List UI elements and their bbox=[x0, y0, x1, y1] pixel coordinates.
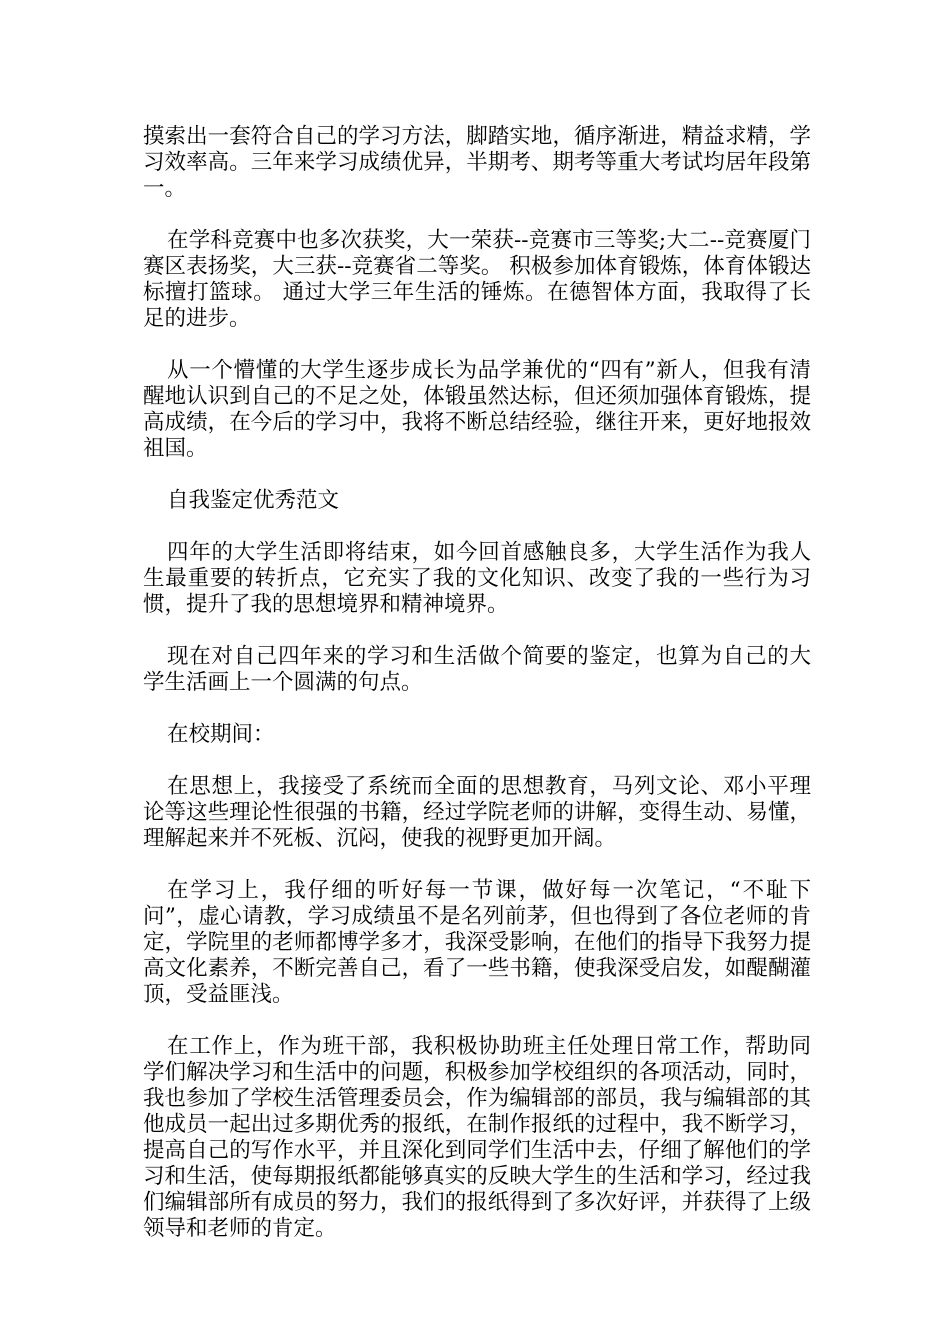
paragraph-summary-intro: 现在对自己四年来的学习和生活做个简要的鉴定，也算为自己的大学生活画上一个圆满的句点。 bbox=[143, 644, 811, 695]
paragraph-four-years: 四年的大学生活即将结束，如今回首感触良多，大学生活作为我人生最重要的转折点，它充实了我的文化知识、改变了我的一些行为习惯，提升了我的思想境界和精神境界。 bbox=[143, 540, 811, 617]
paragraph-school-period: 在校期间： bbox=[167, 722, 275, 747]
paragraph-growth: 从一个懵懂的大学生逐步成长为品学兼优的“四有”新人，但我有清醒地认识到自己的不足之处，体锻虽然达标，但还须加强体育锻炼，提高成绩，在今后的学习中，我将不断总结经验，继往开来，更好地报效祖国。 bbox=[143, 358, 811, 461]
paragraph-work: 在工作上，作为班干部，我积极协助班主任处理日常工作，帮助同学们解决学习和生活中的问题，积极参加学校组织的各项活动，同时，我也参加了学校生活管理委员会，作为编辑部的部员，我与编辑部的其他成员一起出过多期优秀的报纸，在制作报纸的过程中，我不断学习，提高自己的写作水平，并且深化到同学们生活中去，仔细了解他们的学习和生活，使每期报纸都能够真实的反映大学生的生活和学习，经过我们编辑部所有成员的努力，我们的报纸得到了多次好评，并获得了上级领导和老师的肯定。 bbox=[143, 1034, 811, 1241]
section-heading: 自我鉴定优秀范文 bbox=[167, 488, 340, 513]
paragraph-thought: 在思想上，我接受了系统而全面的思想教育，马列文论、邓小平理论等这些理论性很强的书籍，经过学院老师的讲解，变得生动、易懂，理解起来并不死板、沉闷，使我的视野更加开阔。 bbox=[143, 774, 811, 851]
paragraph-study: 在学习上，我仔细的听好每一节课，做好每一次笔记，“不耻下问”，虚心请教，学习成绩虽不是名列前茅，但也得到了各位老师的肯定，学院里的老师都博学多才，我深受影响，在他们的指导下我努力提高文化素养，不断完善自己，看了一些书籍，使我深受启发，如醍醐灌顶，受益匪浅。 bbox=[143, 878, 811, 1007]
paragraph-competition-awards: 在学科竞赛中也多次获奖，大一荣获--竞赛市三等奖;大二--竞赛厦门赛区表扬奖，大三获--竞赛省二等奖。 积极参加体育锻炼，体育体锻达标擅打篮球。 通过大学三年生活的锤炼。在德智体方面，我取得了长足的进步。 bbox=[143, 228, 811, 331]
paragraph-study-method: 摸索出一套符合自己的学习方法，脚踏实地，循序渐进，精益求精，学习效率高。三年来学习成绩优异，半期考、期考等重大考试均居年段第一。 bbox=[143, 124, 811, 201]
document-body bbox=[143, 124, 811, 1268]
